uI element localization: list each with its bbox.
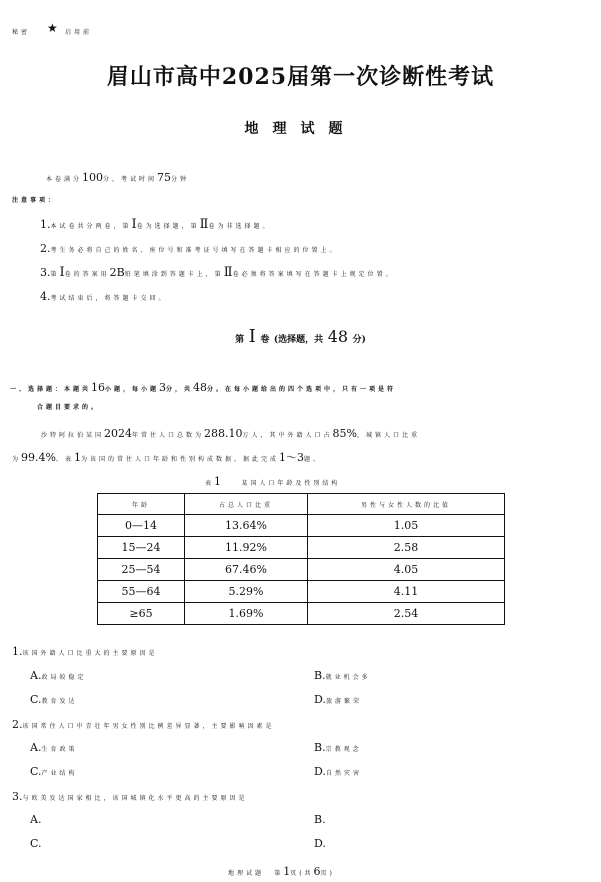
question-3-option-a[interactable]: A. xyxy=(30,813,42,826)
table-cell: 25—54 xyxy=(98,559,185,581)
score-line: 本卷满分100分，考试时间75分钟 xyxy=(46,171,190,184)
table-header-cell: 占总人口比重 xyxy=(185,494,308,515)
population-table xyxy=(97,493,505,625)
question-3-option-d[interactable]: D. xyxy=(314,837,326,850)
table-cell: 0—14 xyxy=(98,515,185,537)
question-2-option-a[interactable]: A.生育政策 xyxy=(30,741,78,754)
question-1-option-d[interactable]: D.旅游繁荣 xyxy=(314,693,362,706)
section-1-instruction: 一、选择题：本题共16小题，每小题3分，共48分。在每小题给出的四个选项中，只有一项是符 xyxy=(10,381,397,394)
question-2-option-c[interactable]: C.产业结构 xyxy=(30,765,78,778)
table-cell: 2.58 xyxy=(308,537,505,559)
question-1-option-a[interactable]: A.政局较稳定 xyxy=(30,669,87,682)
question-1-option-b[interactable]: B.就业机会多 xyxy=(314,669,371,682)
before-use-label: 启用前 xyxy=(65,29,93,36)
exam-title: 眉山市高中2025届第一次诊断性考试 xyxy=(106,64,495,90)
table-row xyxy=(98,603,505,625)
table-row xyxy=(98,559,505,581)
table-cell: 2.54 xyxy=(308,603,505,625)
question-2-option-d[interactable]: D.自然灾害 xyxy=(314,765,362,778)
table-cell: 5.29% xyxy=(185,581,308,603)
table-cell: 13.64% xyxy=(185,515,308,537)
passage-line-2: 为99.4%。表1为该国的常住人口年龄和性别构成数据。据此完成1～3题。 xyxy=(12,451,323,464)
table-row xyxy=(98,581,505,603)
question-3-option-c[interactable]: C. xyxy=(30,837,42,850)
table-header-cell: 男性与女性人数的比值 xyxy=(308,494,505,515)
notes-title: 注意事项： xyxy=(12,197,58,204)
note-4: 4.考试结束后，将答题卡交回。 xyxy=(40,290,168,303)
table-cell: 67.46% xyxy=(185,559,308,581)
exam-subtitle: 地理试题 xyxy=(244,121,357,137)
table-cell: 15—24 xyxy=(98,537,185,559)
question-1-stem: 1.该国外籍人口比重大的主要原因是 xyxy=(12,645,158,658)
table-header-cell: 年龄 xyxy=(98,494,185,515)
table-cell: 55—64 xyxy=(98,581,185,603)
section-1-instruction-cont: 合题目要求的。 xyxy=(37,404,101,411)
table-header-row xyxy=(98,494,505,515)
question-1-option-c[interactable]: C.教育发达 xyxy=(30,693,78,706)
table-cell: 1.05 xyxy=(308,515,505,537)
table-caption: 表1 某国人口年龄及性别结构 xyxy=(205,475,341,488)
star-icon: ★ xyxy=(47,21,58,35)
table-cell: 4.05 xyxy=(308,559,505,581)
secret-label: 秘密 xyxy=(12,29,31,36)
page-footer: 地理试题 第1页(共6页) xyxy=(228,865,335,878)
table-cell: 11.92% xyxy=(185,537,308,559)
table-row xyxy=(98,515,505,537)
table-cell: ≥65 xyxy=(98,603,185,625)
table-cell: 4.11 xyxy=(308,581,505,603)
question-3-stem: 3.与欧美发达国家相比，该国城镇化水平更高的主要原因是 xyxy=(12,790,248,803)
table-cell: 1.69% xyxy=(185,603,308,625)
passage-line-1: 沙特阿拉伯某国2024年常住人口总数为288.10万人，其中外籍人口占85%，城镇人口比重 xyxy=(41,427,421,440)
question-3-option-b[interactable]: B. xyxy=(314,813,326,826)
question-2-option-b[interactable]: B.宗教观念 xyxy=(314,741,362,754)
note-2: 2.考生务必将自己的姓名、座位号和准考证号填写在答题卡相应的位置上。 xyxy=(40,242,339,255)
note-3: 3.第Ⅰ卷的答案用2B铅笔填涂到答题卡上，第Ⅱ卷必须将答案填写在答题卡上规定位置。 xyxy=(40,265,395,280)
table-row xyxy=(98,537,505,559)
part-1-heading: 第 Ⅰ 卷 (选择题，共 48 分) xyxy=(235,326,366,347)
note-1: 1.本试卷共分两卷，第Ⅰ卷为选择题，第Ⅱ卷为非选择题。 xyxy=(40,217,272,232)
question-2-stem: 2.该国常住人口中青壮年男女性别比例差异显著，主要影响因素是 xyxy=(12,718,275,731)
